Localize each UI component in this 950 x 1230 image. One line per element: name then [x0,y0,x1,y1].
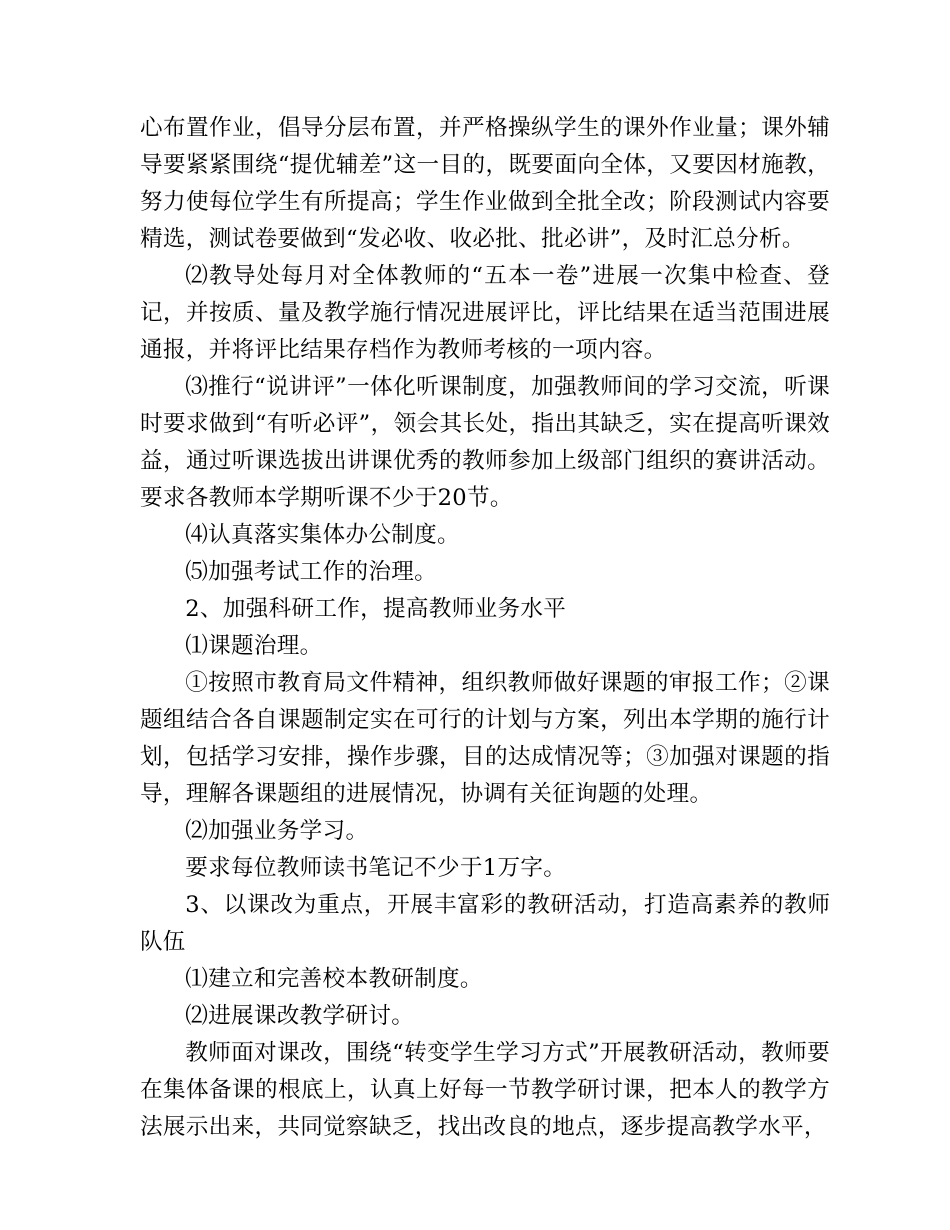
paragraph-lesson-observation: ⑶推行“说讲评”一体化听课制度，加强教师间的学习交流，听课时要求做到“有听必评”，领会其长处，指出其缺乏，实在提高听课效益，通过听课选拔出讲课优秀的教师参加上级部门组织的赛讲活动。要求各教师本学期听课不少于20节。 [140,374,830,511]
document-body [140,110,830,1146]
paragraph-collective-office: ⑷认真落实集体办公制度。 [185,522,460,548]
paragraph-professional-study: ⑵加强业务学习。 [185,818,369,844]
paragraph-monthly-inspection: ⑵教导处每月对全体教师的“五本一卷”进展一次集中检查、登记，并按质、量及教学施行情况进展评比，评比结果在适当范围进展通报，并将评比结果存档作为教师考核的一项内容。 [140,263,830,363]
paragraph-school-research-system: ⑴建立和完善校本教研制度。 [185,966,483,992]
paragraph-project-steps: ①按照市教育局文件精神，组织教师做好课题的审报工作；②课题组结合各自课题制定实在可行的计划与方案，列出本学期的施行计划，包括学习安排，操作步骤，目的达成情况等；③加强对课题的指导，理解各课题组的进展情况，协调有关征询题的处理。 [140,670,830,807]
section-heading-research: 2、加强科研工作，提高教师业务水平 [185,596,567,622]
paragraph-reform-seminar: ⑵进展课改教学研讨。 [185,1003,415,1029]
paragraph-teaching-research: 教师面对课改，围绕“转变学生学习方式”开展教研活动，教师要在集体备课的根底上，认真上好每一节教学研讨课，把本人的教学方法展示出来，共同觉察缺乏，找出改良的地点，逐步提高教学水平， [140,1040,830,1140]
paragraph-project-management: ⑴课题治理。 [185,633,323,659]
paragraph-exam-management: ⑸加强考试工作的治理。 [185,559,438,585]
paragraph-homework-guidance: 心布置作业，倡导分层布置，并严格操纵学生的课外作业量；课外辅导要紧紧围绕“提优辅差”这一目的，既要面向全体，又要因材施教，努力使每位学生有所提高；学生作业做到全批全改；阶段测试内容要精选，测试卷要做到“发必收、收必批、批必讲”，及时汇总分析。 [140,115,830,252]
section-heading-curriculum-reform: 3、以课改为重点，开展丰富彩的教研活动，打造高素养的教师队伍 [140,892,830,955]
paragraph-reading-notes: 要求每位教师读书笔记不少于1万字。 [185,855,567,881]
